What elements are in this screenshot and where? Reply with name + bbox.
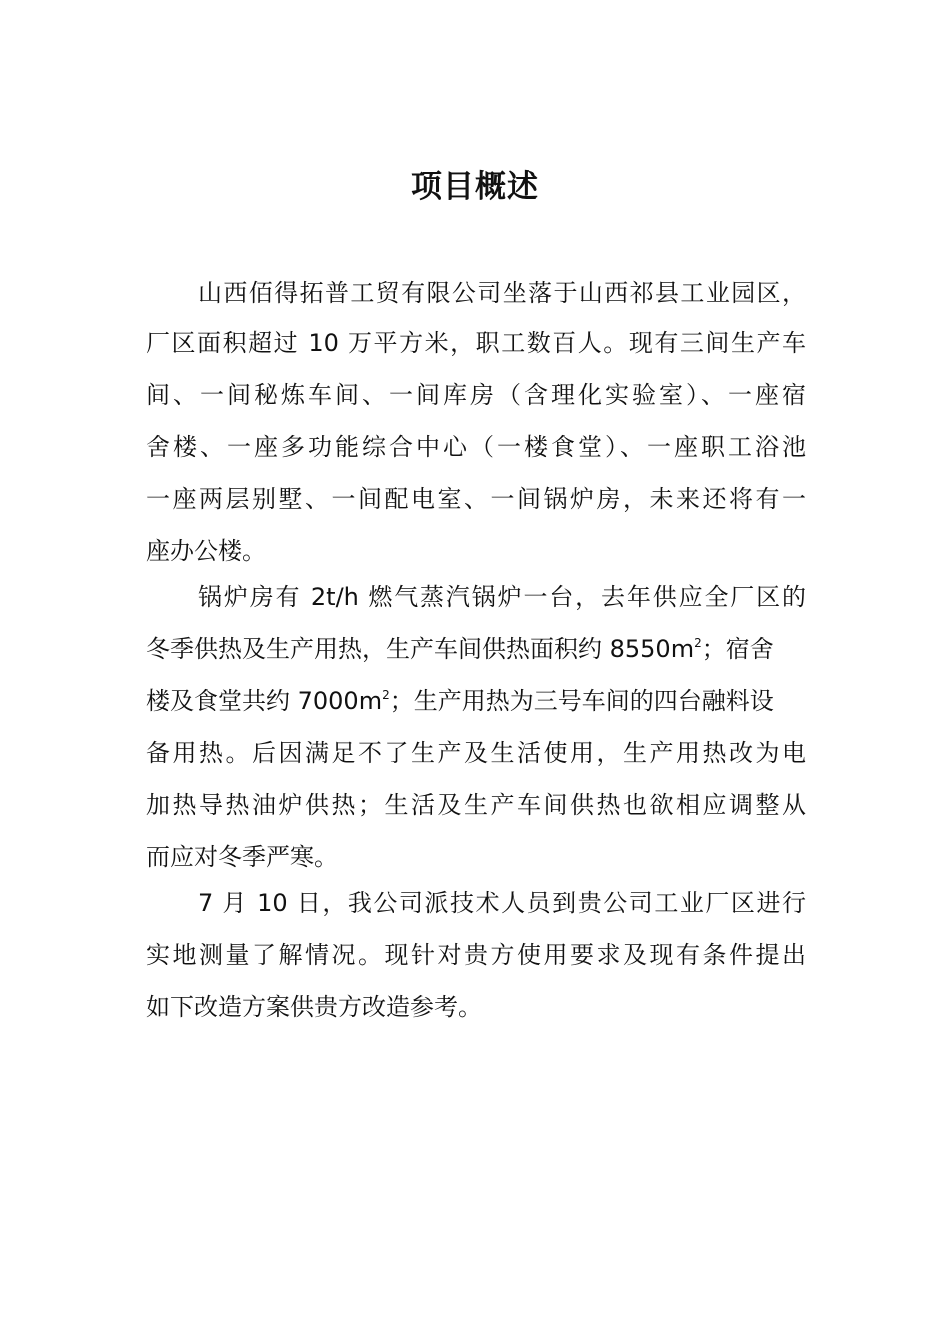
superscript-square: 2 [382, 688, 390, 702]
paragraph-1-line-1: 山西佰得拓普工贸有限公司坐落于山西祁县工业园区， [198, 279, 806, 307]
paragraph-2-line-3-tail: ；生产用热为三号车间的四台融料设 [389, 687, 774, 715]
paragraph-3-line-1: 7 月 10 日，我公司派技术人员到贵公司工业厂区进行 [198, 889, 806, 917]
paragraph-2-line-4: 备用热。后因满足不了生产及生活使用，生产用热改为电 [146, 739, 806, 767]
paragraph-2-line-5: 加热导热油炉供热；生活及生产车间供热也欲相应调整从 [146, 791, 806, 819]
paragraph-2-line-3 [146, 684, 774, 718]
paragraph-2-line-6: 而应对冬季严寒。 [146, 843, 338, 871]
paragraph-2-line-1: 锅炉房有 2t/h 燃气蒸汽锅炉一台，去年供应全厂区的 [198, 583, 806, 611]
paragraph-2-line-2-tail: ；宿舍 [701, 635, 774, 663]
superscript-square: 2 [694, 636, 702, 650]
paragraph-3-line-3: 如下改造方案供贵方改造参考。 [146, 993, 482, 1021]
paragraph-3-line-2: 实地测量了解情况。现针对贵方使用要求及现有条件提出 [146, 941, 806, 969]
paragraph-1-line-4: 舍楼、一座多功能综合中心（一楼食堂）、一座职工浴池 [146, 433, 806, 461]
paragraph-2-line-2-text: 冬季供热及生产用热，生产车间供热面积约 8550m [146, 635, 695, 663]
document-title: 项目概述 [411, 169, 539, 205]
paragraph-1-line-5: 一座两层别墅、一间配电室、一间锅炉房，未来还将有一 [146, 485, 806, 513]
paragraph-1-line-6: 座办公楼。 [146, 537, 266, 565]
paragraph-2-line-2 [146, 632, 774, 666]
paragraph-1-line-3: 间、一间秘炼车间、一间库房（含理化实验室）、一座宿 [146, 381, 806, 409]
paragraph-1-line-2: 厂区面积超过 10 万平方米，职工数百人。现有三间生产车 [146, 329, 806, 357]
paragraph-2-line-3-text: 楼及食堂共约 7000m [146, 687, 383, 715]
